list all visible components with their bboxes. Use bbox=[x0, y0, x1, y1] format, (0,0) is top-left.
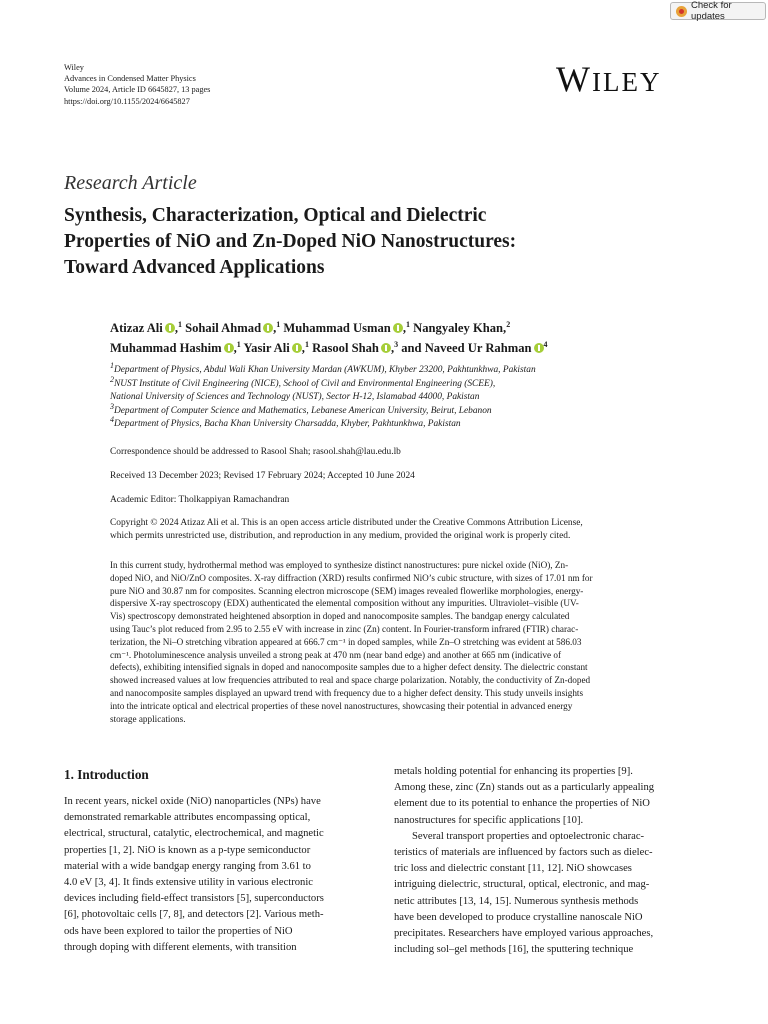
orcid-icon[interactable] bbox=[393, 323, 403, 333]
orcid-icon[interactable] bbox=[165, 323, 175, 333]
author-name: and Naveed Ur Rahman bbox=[401, 341, 532, 355]
copyright-line: Copyright © 2024 Atizaz Ali et al. This is an open access article distributed under the Creative Commons Attribution License, bbox=[110, 518, 583, 528]
body-line: teristics of materials are influenced by factors such as dielec- bbox=[394, 847, 653, 859]
author-affil-sup: 1 bbox=[304, 339, 309, 349]
author-affil-sup: 1 bbox=[177, 319, 182, 329]
body-line: devices including field-effect transistors [5], superconductors bbox=[64, 893, 324, 905]
journal-meta bbox=[64, 62, 210, 107]
academic-editor: Academic Editor: Tholkappiyan Ramachandran bbox=[110, 495, 290, 505]
author-name: Nangyaley Khan, bbox=[413, 321, 507, 335]
body-line: material with a wide bandgap energy ranging from 3.61 to bbox=[64, 860, 311, 872]
author-name: Yasir Ali bbox=[243, 341, 290, 355]
author-affil-sup: 1 bbox=[236, 339, 241, 349]
abstract-line: In this current study, hydrothermal method was employed to synthesize distinct nanostructures: pure nickel oxide (NiO), Zn- bbox=[110, 560, 569, 570]
title-line: Properties of NiO and Zn-Doped NiO Nanostructures: bbox=[64, 231, 517, 252]
copyright-notice bbox=[110, 517, 704, 544]
abstract-line: storage applications. bbox=[110, 713, 186, 724]
author-line: Atizaz Ali ,$^1$ Sohail Ahmad ,$^1$ Muhammad Usman ,$^1$ Nangyaley Khan,$^2$ bbox=[110, 319, 511, 335]
author-affil-sup: 1 bbox=[276, 319, 281, 329]
body-line: nanostructures for specific applications [10]. bbox=[394, 814, 584, 826]
doi-link[interactable]: https://doi.org/10.1155/2024/6645827 bbox=[64, 96, 190, 106]
author-line: Muhammad Hashim ,$^1$ Yasir Ali ,$^1$ Rasool Shah ,$^3$ and Naveed Ur Rahman $^4$ bbox=[110, 339, 548, 355]
abstract-line: terization, the Ni–O stretching vibration appeared at 666.7 cm⁻¹ in doped samples, while Zn–O stretching was evident at 586.03 bbox=[110, 636, 582, 647]
body-column-left bbox=[64, 794, 374, 956]
author-name: Muhammad Usman bbox=[283, 321, 391, 335]
author-name: Atizaz Ali bbox=[110, 321, 163, 335]
affiliation-line: $^3$Department of Computer Science and Mathematics, Lebanese American University, Beirut, Lebanon bbox=[110, 401, 492, 416]
copyright-line: which permits unrestricted use, distribution, and reproduction in any medium, provided the original work is properly cited. bbox=[110, 531, 571, 542]
affiliations bbox=[110, 360, 536, 432]
correspondence: Correspondence should be addressed to Rasool Shah; rasool.shah@lau.edu.lb bbox=[110, 447, 401, 457]
abstract-line: cm⁻¹. Photoluminescence analysis unveiled a strong peak at 470 nm (near band edge) and another at 665 nm (indicative of bbox=[110, 649, 562, 660]
abstract-line: showed increased values at low frequencies attributed to real and space charge polarization. Notably, the conductivity of Zn-doped bbox=[110, 675, 591, 686]
affiliation-line: $^2$NUST Institute of Civil Engineering (NICE), School of Civil and Environmental Engineering (SCEE), bbox=[110, 374, 496, 389]
section-heading-introduction: 1. Introduction bbox=[64, 767, 149, 782]
abstract-line: defects), exhibiting intensified signals in doped and nanocomposite samples due to a higher defect density. The dielectric constant bbox=[110, 662, 588, 673]
check-for-updates-button[interactable] bbox=[670, 2, 766, 20]
body-line: through doping with different elements, with transition bbox=[64, 941, 297, 953]
journal-name: Advances in Condensed Matter Physics bbox=[64, 74, 196, 84]
abstract-line: into the intricate optical and electrical properties of these novel nanostructures, showcasing their potential in advanced energy bbox=[110, 700, 573, 711]
orcid-icon[interactable] bbox=[263, 323, 273, 333]
article-dates: Received 13 December 2023; Revised 17 February 2024; Accepted 10 June 2024 bbox=[110, 471, 415, 481]
affiliation-line: $^4$Department of Physics, Bacha Khan University Charsadda, Khyber, Pakhtunkhwa, Pakistan bbox=[110, 414, 461, 429]
affiliation-line: $^1$Department of Physics, Abdul Wali Khan University Mardan (AWKUM), Khyber 23200, Pakhtunkhwa, Pakistan bbox=[110, 360, 536, 375]
abstract-line: and nanocomposite samples displayed an upward trend with frequency due to a higher defect density. This study unveils insights bbox=[110, 687, 584, 698]
abstract-line: dispersive X-ray spectroscopy (EDX) authenticated the elemental composition without any impurities. Ultraviolet–visible (UV- bbox=[110, 598, 579, 609]
author-name: Rasool Shah bbox=[312, 341, 379, 355]
author-list bbox=[110, 318, 548, 358]
body-line: including sol–gel methods [16], the sputtering technique bbox=[394, 944, 634, 956]
author-affil-sup: 4 bbox=[543, 339, 548, 349]
body-column-right bbox=[394, 764, 704, 958]
author-name: Muhammad Hashim bbox=[110, 341, 222, 355]
body-line: properties [1, 2]. NiO is known as a p-type semiconductor bbox=[64, 844, 311, 856]
body-line: demonstrated remarkable attributes encompassing optical, bbox=[64, 812, 311, 824]
body-line: intriguing dielectric, structural, optical, electronic, and mag- bbox=[394, 879, 650, 891]
body-line: netic attributes [13, 14, 15]. Numerous synthesis methods bbox=[394, 895, 639, 907]
affiliation-line: National University of Sciences and Technology (NUST), Sector H-12, Islamabad 44000, Pakistan bbox=[110, 392, 480, 402]
article-type: Research Article bbox=[64, 172, 197, 194]
abstract-line: pure NiO and 30.87 nm for composites. Scanning electron microscope (SEM) images revealed flowerlike morphologies, energy- bbox=[110, 585, 584, 596]
title-line: Synthesis, Characterization, Optical and Dielectric bbox=[64, 205, 487, 226]
article-title bbox=[64, 203, 704, 281]
body-line: Among these, zinc (Zn) stands out as a particularly appealing bbox=[394, 782, 655, 794]
body-line: ods have been explored to tailor the properties of NiO bbox=[64, 925, 293, 937]
author-affil-sup: 3 bbox=[394, 339, 399, 349]
body-line: tric loss and dielectric constant [11, 12]. NiO showcases bbox=[394, 863, 632, 875]
orcid-icon[interactable] bbox=[292, 343, 302, 353]
wiley-logo: WILEY bbox=[556, 59, 662, 99]
title-line: Toward Advanced Applications bbox=[64, 257, 325, 278]
abstract-line: using Tauc’s plot reduced from 2.95 to 2.55 eV with increase in zinc (Zn) content. In Fourier-transform infrared (FTIR) charac- bbox=[110, 623, 579, 634]
publisher-name: Wiley bbox=[64, 63, 84, 72]
body-line: metals holding potential for enhancing its properties [9]. bbox=[394, 766, 633, 777]
abstract-line: Vis) spectroscopy demonstrated heightened absorption in doped and nanocomposite samples. The bandgap energy calculated bbox=[110, 611, 570, 622]
author-affil-sup: 1 bbox=[405, 319, 410, 329]
abstract bbox=[110, 559, 704, 725]
orcid-icon[interactable] bbox=[381, 343, 391, 353]
volume-line: Volume 2024, Article ID 6645827, 13 pages bbox=[64, 85, 211, 95]
body-line: In recent years, nickel oxide (NiO) nanoparticles (NPs) have bbox=[64, 796, 321, 807]
body-line: have been developed to produce crystalline nanoscale NiO bbox=[394, 911, 643, 923]
body-line: electrical, structural, catalytic, electrochemical, and magnetic bbox=[64, 828, 324, 840]
abstract-line: doped NiO, and NiO/ZnO composites. X-ray diffraction (XRD) results confirmed NiO’s cubic structure, with sizes of 17.01 nm for bbox=[110, 572, 593, 583]
author-affil-sup: 2 bbox=[506, 319, 511, 329]
body-line: precipitates. Researchers have employed various approaches, bbox=[394, 928, 654, 940]
body-line: Several transport properties and optoelectronic charac- bbox=[412, 830, 645, 842]
author-name: Sohail Ahmad bbox=[185, 321, 262, 335]
orcid-icon[interactable] bbox=[534, 343, 544, 353]
orcid-icon[interactable] bbox=[224, 343, 234, 353]
body-line: element due to its potential to enhance the properties of NiO bbox=[394, 798, 650, 810]
body-line: [6], photovoltaic cells [7, 8], and detectors [2]. Various meth- bbox=[64, 909, 324, 921]
body-line: 4.0 eV [3, 4]. It finds extensive utility in various electronic bbox=[64, 877, 313, 889]
check-for-updates-label: Check for updates bbox=[691, 0, 732, 22]
crossmark-icon bbox=[676, 6, 687, 17]
